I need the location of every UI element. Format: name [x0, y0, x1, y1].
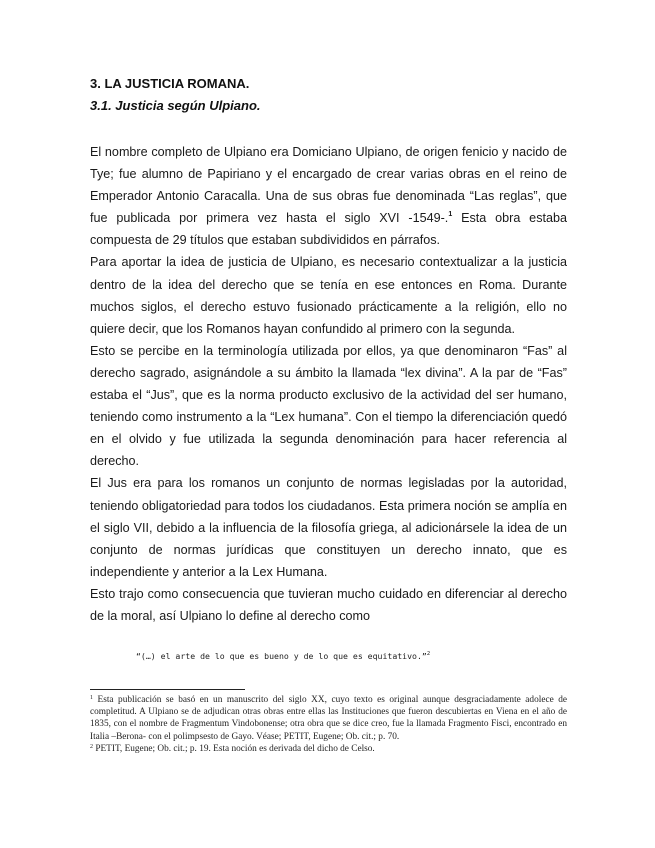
- block-quote: [136, 651, 430, 661]
- footnote: [90, 694, 567, 743]
- paragraph-text: El nombre completo de Ulpiano era Domiciano Ulpiano, de origen fenicio y nacido de Tye; fue alumno de Papiriano y el encargado de crear varias obras en el reino de Emperador Antonio Caracalla. Una de sus obras fue denominada “Las reglas”, que fue publicada por primera vez hasta el siglo XVI -1549-.: [90, 145, 567, 226]
- section-heading: 3. LA JUSTICIA ROMANA.: [90, 76, 250, 91]
- footnote-ref[interactable]: 2: [426, 651, 431, 657]
- footnote: [90, 743, 567, 755]
- body-text: [90, 141, 567, 627]
- subsection-heading: 3.1. Justicia según Ulpiano.: [90, 98, 261, 113]
- footnote-mark: 2: [90, 743, 93, 750]
- paragraph: El Jus era para los romanos un conjunto de normas legisladas por la autoridad, teniendo obligatoriedad para todos los ciudadanos. Esta primera noción se amplía en el siglo VII, debido a la influencia de la filosofía griega, al adicionársele la idea de un conjunto de normas jurídicas que constituyen un derecho innato, que es independiente y anterior a la Lex Humana.: [90, 476, 567, 579]
- footnote-mark: 1: [90, 695, 93, 701]
- paragraph: Esto trajo como consecuencia que tuvieran mucho cuidado en diferenciar al derecho de la moral, así Ulpiano lo define al derecho como: [90, 586, 567, 623]
- footnotes: [90, 694, 567, 755]
- paragraph-text: Esta obra estaba compuesta de 29 títulos que estaban subdivididos en párrafos.: [90, 211, 567, 248]
- footnote-text: Esta publicación se basó en un manuscrito del siglo XX, cuyo texto es original aunque desgraciadamente adolece de completitud. A Ulpiano se de adjudican otras obras entre ellas las Instituciones que fueron descubiertas en Viena en el año de 1835, con el nombre de Fragmentum Vindobonense; otra obra que se dice creo, fue la llamada Fragmento Fisci, encontrado en Italia –Berona- con el polimpsesto de Gayo. Véase; PETIT, Eugene; Ob. cit.; p. 70.: [90, 695, 567, 742]
- paragraph: [90, 141, 567, 251]
- footnote-ref[interactable]: 1: [448, 211, 453, 219]
- footnote-separator: [90, 689, 245, 690]
- quote-text: “(…) el arte de lo que es bueno y de lo que es equitativo.”: [136, 651, 427, 661]
- paragraph: Esto se percibe en la terminología utilizada por ellos, ya que denominaron “Fas” al derecho sagrado, asignándole a su ámbito la llamada “lex divina”. A la par de “Fas” estaba el “Jus”, que es la norma producto exclusivo de la actividad del ser humano, teniendo como instrumento a la “Lex humana”. Con el tiempo la diferenciación quedó en el olvido y fue utilizada la segunda denominación para hacer referencia al derecho.: [90, 343, 567, 469]
- footnote-text: PETIT, Eugene; Ob. cit.; p. 19. Esta noción es derivada del dicho de Celso.: [93, 743, 375, 754]
- paragraph: Para aportar la idea de justicia de Ulpiano, es necesario contextualizar a la justicia dentro de la idea del derecho que se tenía en ese entonces en Roma. Durante muchos siglos, el derecho estuvo fusionado prácticamente a la religión, ello no quiere decir, que los Romanos hayan confundido al primero con la segunda.: [90, 255, 567, 336]
